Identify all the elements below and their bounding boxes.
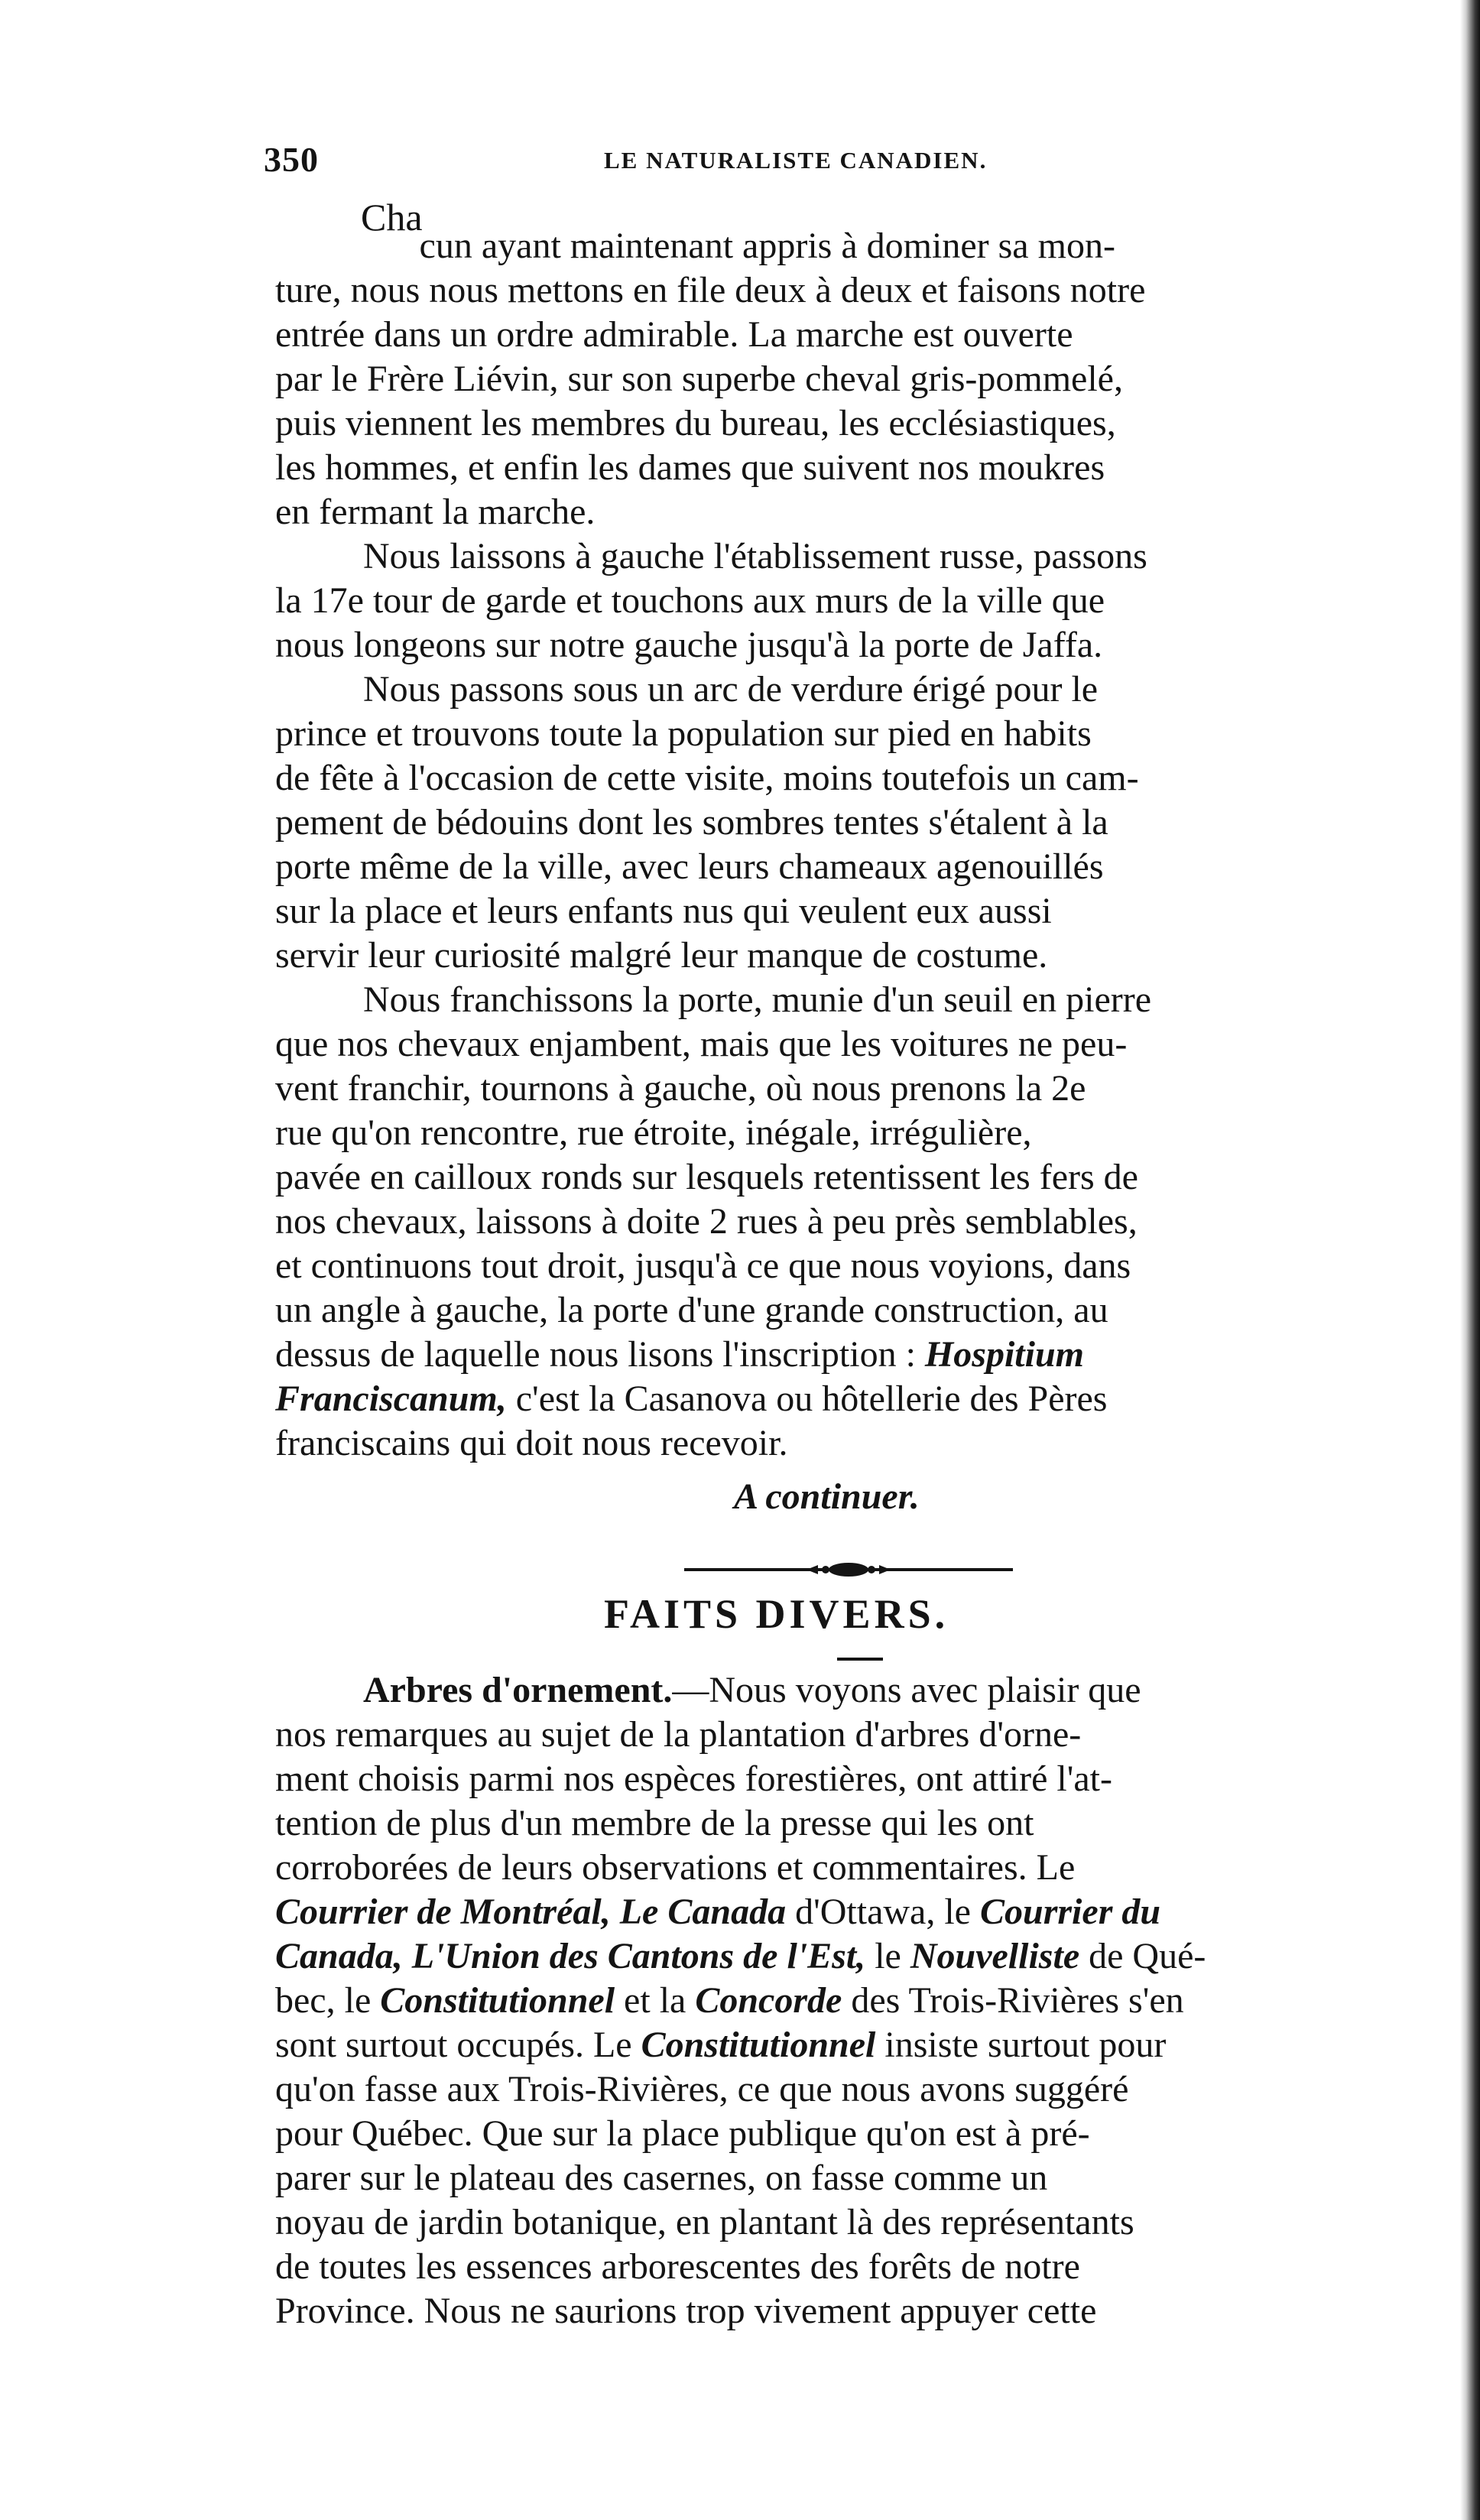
text-line: franciscains qui doit nous recevoir. bbox=[275, 1423, 788, 1463]
text-line: nos chevaux, laissons à doite 2 rues à peu près semblables, bbox=[275, 1201, 1138, 1242]
text-line: sur la place et leurs enfants nus qui veulent eux aussi bbox=[275, 891, 1052, 931]
article-paragraph bbox=[275, 1668, 1414, 2333]
text-column-lower bbox=[275, 1668, 1414, 2333]
text-line: prince et trouvons toute la population sur pied en habits bbox=[275, 713, 1092, 754]
text-line: Province. Nous ne saurions trop vivement appuyer cette bbox=[275, 2291, 1097, 2331]
text-line: sont surtout occupés. Le Constitutionnel insiste surtout pour bbox=[275, 2025, 1167, 2065]
section-title: FAITS DIVERS. bbox=[604, 1591, 949, 1637]
text-line: un angle à gauche, la porte d'une grande construction, au bbox=[275, 1290, 1108, 1330]
text-line: Nous passons sous un arc de verdure érigé pour le bbox=[363, 669, 1099, 710]
text-line: Courrier de Montréal, Le Canada d'Ottawa, le Courrier du bbox=[275, 1892, 1161, 1932]
running-head bbox=[264, 139, 1105, 185]
text-line: corroborées de leurs observations et commentaires. Le bbox=[275, 1847, 1076, 1888]
text-column-upper bbox=[275, 195, 1414, 1466]
text-line: vent franchir, tournons à gauche, où nous prenons la 2e bbox=[275, 1068, 1086, 1109]
text-line: servir leur curiosité malgré leur manque de costume. bbox=[275, 935, 1048, 976]
text-line: dessus de laquelle nous lisons l'inscription : Hospitium bbox=[275, 1334, 1084, 1375]
text-line: Nous franchissons la porte, munie d'un seuil en pierre bbox=[363, 979, 1152, 1020]
text-line: nous longeons sur notre gauche jusqu'à la porte de Jaffa. bbox=[275, 625, 1103, 665]
ornament-divider bbox=[684, 1558, 1013, 1581]
text-line: pour Québec. Que sur la place publique qu'on est à pré- bbox=[275, 2113, 1090, 2154]
text-line: les hommes, et enfin les dames que suivent nos moukres bbox=[275, 447, 1105, 488]
article-heading: Arbres d'ornement. bbox=[363, 1670, 673, 1710]
text-line: en fermant la marche. bbox=[275, 492, 596, 532]
text-line: de fête à l'occasion de cette visite, moins toutefois un cam- bbox=[275, 758, 1139, 798]
text-line: Chacun ayant maintenant appris à dominer sa mon- bbox=[361, 196, 1115, 266]
text-line: ment choisis parmi nos espèces forestières, ont attiré l'at- bbox=[275, 1758, 1112, 1799]
text-line: noyau de jardin botanique, en plantant là des représentants bbox=[275, 2202, 1134, 2242]
journal-title: LE NATURALISTE CANADIEN. bbox=[604, 147, 988, 174]
page-number: 350 bbox=[264, 140, 319, 179]
paragraph-4 bbox=[275, 978, 1414, 1466]
text-line: ture, nous nous mettons en file deux à deux et faisons notre bbox=[275, 270, 1146, 310]
text-line: parer sur le plateau des casernes, on fasse comme un bbox=[275, 2158, 1048, 2198]
text-line: qu'on fasse aux Trois-Rivières, ce que nous avons suggéré bbox=[275, 2069, 1129, 2109]
text-line: Nous laissons à gauche l'établissement russe, passons bbox=[363, 536, 1147, 576]
paragraph-2 bbox=[275, 534, 1414, 667]
paragraph-3 bbox=[275, 667, 1414, 978]
dropcap: Cha bbox=[361, 196, 423, 239]
text-line: nos remarques au sujet de la plantation d'arbres d'orne- bbox=[275, 1714, 1082, 1755]
text-line: puis viennent les membres du bureau, les ecclésiastiques, bbox=[275, 403, 1116, 443]
text-line: la 17e tour de garde et touchons aux murs de la ville que bbox=[275, 580, 1105, 621]
section-rule bbox=[837, 1658, 883, 1661]
text-line: pement de bédouins dont les sombres tentes s'étalent à la bbox=[275, 802, 1108, 843]
text-line: bec, le Constitutionnel et la Concorde des Trois-Rivières s'en bbox=[275, 1980, 1184, 2021]
inscription-hospitium: Hospitium bbox=[924, 1334, 1084, 1375]
text-line: que nos chevaux enjambent, mais que les voitures ne peu- bbox=[275, 1024, 1128, 1064]
continuation-note: A continuer. bbox=[734, 1476, 920, 1517]
text-line: tention de plus d'un membre de la presse qui les ont bbox=[275, 1803, 1034, 1843]
text-line: pavée en cailloux ronds sur lesquels retentissent les fers de bbox=[275, 1157, 1138, 1197]
text-line: porte même de la ville, avec leurs chameaux agenouillés bbox=[275, 846, 1104, 887]
text-line: de toutes les essences arborescentes des forêts de notre bbox=[275, 2246, 1080, 2287]
text-line: par le Frère Liévin, sur son superbe cheval gris-pommelé, bbox=[275, 359, 1123, 399]
text-line: entrée dans un ordre admirable. La marche est ouverte bbox=[275, 314, 1073, 355]
text-line: rue qu'on rencontre, rue étroite, inégale, irrégulière, bbox=[275, 1112, 1032, 1153]
text-line: Franciscanum, c'est la Casanova ou hôtellerie des Pères bbox=[275, 1379, 1108, 1419]
page-edge-shadow bbox=[1460, 0, 1480, 2520]
inscription-franciscanum: Franciscanum, bbox=[275, 1379, 507, 1419]
text-line: et continuons tout droit, jusqu'à ce que nous voyions, dans bbox=[275, 1245, 1131, 1286]
text-line: Canada, L'Union des Cantons de l'Est, le Nouvelliste de Qué- bbox=[275, 1936, 1206, 1976]
paragraph-1 bbox=[275, 195, 1414, 534]
text-line: Arbres d'ornement.—Nous voyons avec plaisir que bbox=[363, 1670, 1141, 1710]
